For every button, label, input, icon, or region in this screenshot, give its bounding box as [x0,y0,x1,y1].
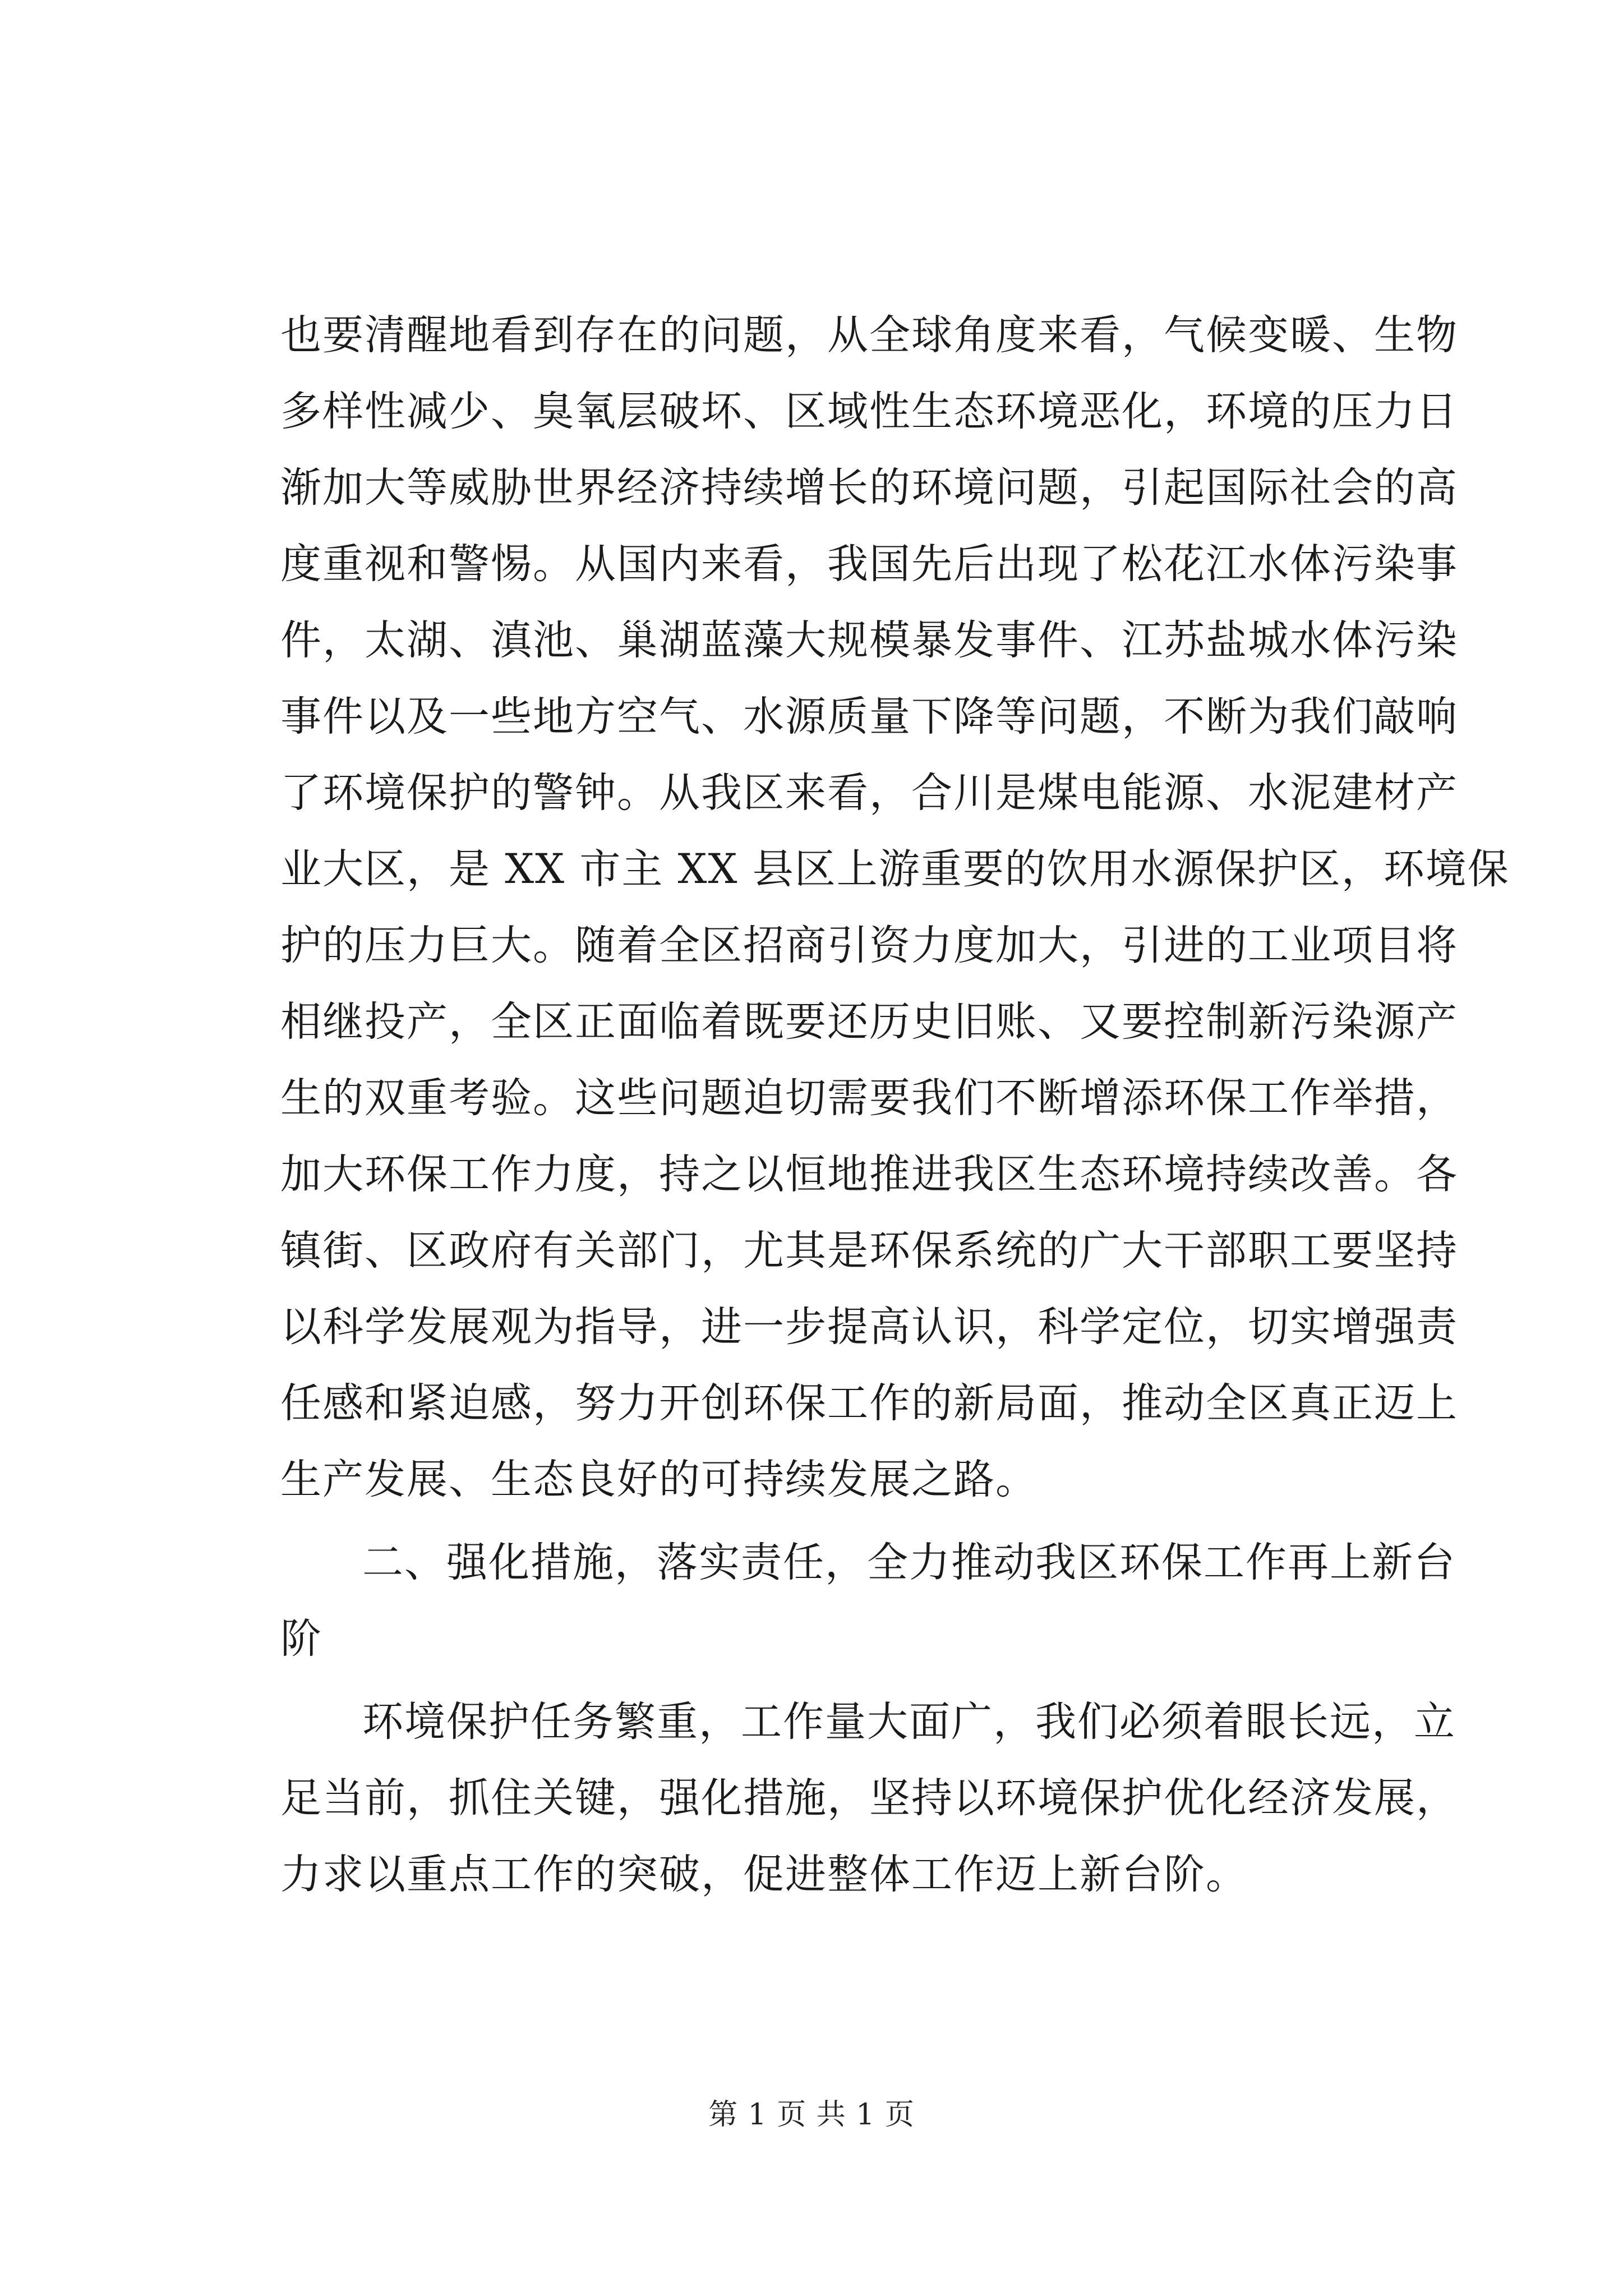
body-line-8: 业大区，是 XX 市主 XX 县区上游重要的饮用水源保护区，环境保 [280,845,1510,893]
body-line-13: 镇街、区政府有关部门，尤其是环保系统的广大干部职工要坚持 [280,1227,1458,1274]
page-footer: 第 1 页 共 1 页 [708,2098,915,2132]
body-line-9: 护的压力巨大。随着全区招商引资力度加大，引进的工业项目将 [280,922,1458,969]
body-line-3: 渐加大等威胁世界经济持续增长的环境问题，引起国际社会的高 [280,464,1458,512]
paragraph-line-3: 力求以重点工作的突破，促进整体工作迈上新台阶。 [280,1851,1248,1898]
body-line-4: 度重视和警惕。从国内来看，我国先后出现了松花江水体污染事 [280,540,1458,588]
paragraph-line-2: 足当前，抓住关键，强化措施，坚持以环境保护优化经济发展， [280,1774,1458,1822]
body-line-15: 任感和紧迫感，努力开创环保工作的新局面，推动全区真正迈上 [280,1379,1458,1427]
section-heading-line-2: 阶 [280,1615,322,1663]
body-line-10: 相继投产，全区正面临着既要还历史旧账、又要控制新污染源产 [280,998,1458,1046]
document-body [280,297,1510,1913]
paragraph-line-1: 环境保护任务繁重，工作量大面广，我们必须着眼长远，立 [362,1698,1456,1746]
body-line-16: 生产发展、生态良好的可持续发展之路。 [280,1456,1038,1503]
body-line-6: 事件以及一些地方空气、水源质量下降等问题，不断为我们敲响 [280,693,1458,740]
body-line-2: 多样性减少、臭氧层破坏、区域性生态环境恶化，环境的压力日 [280,388,1458,435]
body-line-1: 也要清醒地看到存在的问题，从全球角度来看，气候变暖、生物 [280,311,1458,359]
section-heading-line-1: 二、强化措施，落实责任，全力推动我区环保工作再上新台 [362,1539,1456,1586]
body-line-11: 生的双重考验。这些问题迫切需要我们不断增添环保工作举措， [280,1074,1458,1122]
body-line-7: 了环境保护的警钟。从我区来看，合川是煤电能源、水泥建材产 [280,769,1458,817]
body-line-5: 件，太湖、滇池、巢湖蓝藻大规模暴发事件、江苏盐城水体污染 [280,616,1458,664]
body-line-12: 加大环保工作力度，持之以恒地推进我区生态环境持续改善。各 [280,1151,1458,1198]
body-line-14: 以科学发展观为指导，进一步提高认识，科学定位，切实增强责 [280,1303,1458,1351]
